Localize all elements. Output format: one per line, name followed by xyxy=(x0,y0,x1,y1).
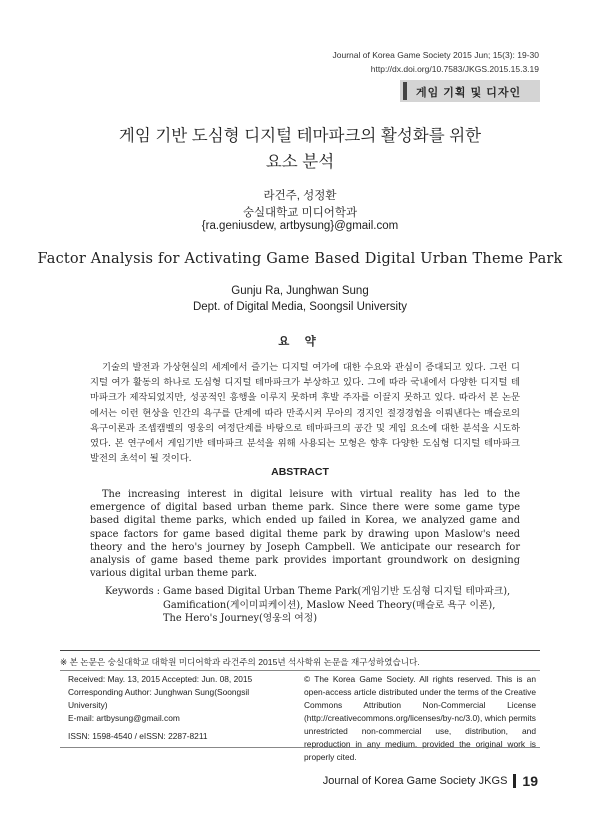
keyword-line: The Hero's Journey(영웅의 여정) xyxy=(163,613,318,624)
english-abstract-heading: ABSTRACT xyxy=(271,466,329,478)
page-number: 19 xyxy=(522,773,538,789)
page-footer xyxy=(323,773,538,789)
keyword-line: Game based Digital Urban Theme Park(게임기반 도심형 디지털 테마파크), xyxy=(163,586,511,597)
english-authors: Gunju Ra, Junghwan Sung xyxy=(231,285,369,297)
divider xyxy=(60,650,540,651)
english-title: Factor Analysis for Activating Game Based Digital Urban Theme Park xyxy=(37,251,563,267)
footer-separator xyxy=(513,774,516,788)
category-text: 게임 기획 및 디자인 xyxy=(416,87,522,99)
korean-abstract-heading: 요 약 xyxy=(278,336,322,348)
issn: ISSN: 1598-4540 / eISSN: 2287-8211 xyxy=(68,731,208,741)
divider xyxy=(60,670,540,671)
korean-affiliation: 숭실대학교 미디어학과 xyxy=(242,207,358,219)
english-affiliation: Dept. of Digital Media, Soongsil University xyxy=(192,301,408,313)
divider xyxy=(60,747,540,748)
doi-link[interactable]: http://dx.doi.org/10.7583/JKGS.2015.15.3.19 xyxy=(370,64,539,74)
korean-title-line1: 게임 기반 도심형 디지털 테마파크의 활성화를 위한 xyxy=(118,127,482,145)
keywords-label: Keywords : xyxy=(105,586,161,597)
submission-info xyxy=(68,673,288,725)
license-text: © The Korea Game Society. All rights reserved. This is an open-access article distributed under the terms of the Creative Commons Attribution Non-Commercial License (http://creativecommons.org/licenses/by-nc/3.0), which permits unrestricted non-commercial use, distribution, and reproduction in any medium, provided the original work is properly cited. xyxy=(304,674,536,762)
corresponding-email: E-mail: artbysung@gmail.com xyxy=(68,713,180,723)
english-abstract-text: The increasing interest in digital leisure with virtual reality has led to the emergence of digital based urban theme park. Since there were some game type based digital theme parks, which ended up failed in Korea, we analyzed game and space factors for game based digital theme park by drawing upon Maslow's need theory and the hero's journey by Joseph Campbell. We anticipate our research for analysis of game based theme park provides important groundwork on designing various digital urban theme park. xyxy=(90,489,520,580)
corresponding-author: Corresponding Author: Junghwan Sung(Soongsil University) xyxy=(68,687,250,710)
korean-title-line2: 요소 분석 xyxy=(265,153,335,171)
funding-note: ※ 본 논문은 숭실대학교 대학원 미디어학과 라건주의 2015년 석사학위 논문을 재구성하였습니다. xyxy=(60,657,420,667)
keywords-list xyxy=(163,585,543,626)
category-marker-icon xyxy=(403,82,407,100)
korean-abstract-text: 기술의 발전과 가상현실의 세계에서 즐기는 디지털 여가에 대한 수요와 관심이 증대되고 있다. 그런 디지털 여가 활동의 하나로 도심형 디지털 테마파크가 부상하고 있다. 그에 따라 국내에서 다양한 디지털 테마파크가 제작되었지만, 성공적인 흥행을 이루지 못하며 후발 주자를 이끌지 못하고 있다. 따라서 본 논문에서는 이런 현상을 인간의 욕구를 단계에 따라 만족시켜 무아의 경지인 절경경험을 이뤄낸다는 매슬로의 욕구이론과 조셉캠벨의 영웅의 여정단계를 바탕으로 테마파크의 공간 및 게임 요소에 대한 분석을 시도하였다. 본 연구에서 게임기반 테마파크 분석을 위해 사용되는 모형은 향후 다양한 도심형 디지털 테마파크 발전의 초석이 될 것이다. xyxy=(90,362,520,465)
received-date: Received: May. 13, 2015 Accepted: Jun. 08, 2015 xyxy=(68,674,253,684)
category-label xyxy=(400,80,540,102)
footer-journal: Journal of Korea Game Society JKGS xyxy=(322,775,508,787)
korean-authors: 라건주, 성정환 xyxy=(263,190,337,202)
author-email: {ra.geniusdew, artbysung}@gmail.com xyxy=(201,220,399,232)
keyword-line: Gamification(게이미피케이션), Maslow Need Theory(매슬로 욕구 이론), xyxy=(163,599,496,611)
journal-citation: Journal of Korea Game Society 2015 Jun; 15(3): 19-30 xyxy=(332,50,539,60)
